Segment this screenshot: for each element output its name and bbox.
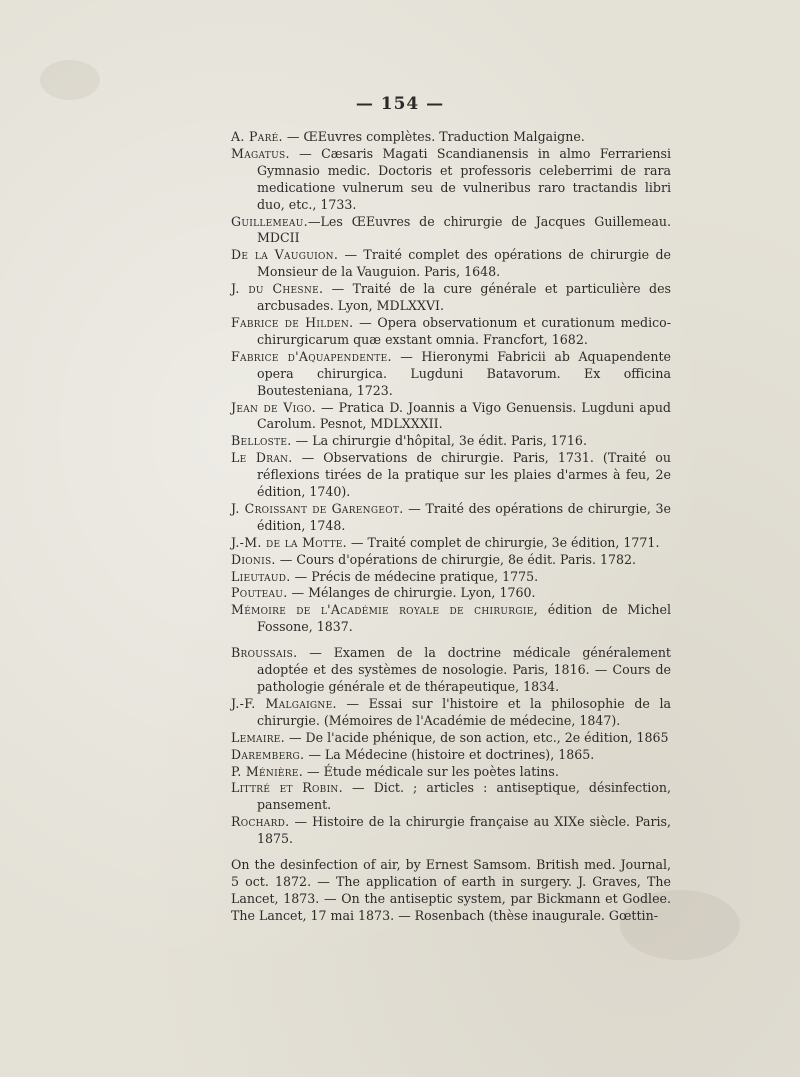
entry-text: — De l'acide phénique, de son action, etc., 2e édition, 1865 (284, 729, 669, 745)
entry-text: — La chirurgie d'hôpital, 3e édit. Paris, 1716. (291, 433, 587, 449)
bibliography-entry (231, 585, 671, 602)
bibliography-entry (231, 214, 671, 248)
entry-author: Lemaire. (231, 729, 285, 745)
entry-author: Guillemeau. (231, 213, 308, 229)
entry-text: — Observations de chirurgie. Paris, 1731. (Traité ou réflexions tirées de la pratique sur les plaies d'armes à feu, 2e édition, 1740). (257, 450, 671, 500)
entry-author: Fabrice de Hilden. (231, 314, 354, 330)
entry-author: Dionis. (231, 551, 276, 567)
entry-author: Daremberg. (231, 746, 305, 762)
bibliography-entry (231, 764, 671, 781)
entry-author: Lieutaud. (231, 568, 291, 584)
entry-text: — Examen de la doctrine médicale généralement adoptée et des systèmes de nosologie. Paris, 1816. — Cours de pathologie générale et de thérapeutique, 1834. (257, 645, 671, 694)
entry-text: — Histoire de la chirurgie française au XIXe siècle. Paris, 1875. (257, 814, 671, 847)
bibliography-entry (231, 730, 671, 747)
entry-author: J. du Chesne. (231, 281, 324, 297)
bibliography-entry (231, 535, 671, 552)
bibliography-entry (231, 569, 671, 586)
entry-author: Magatus. (231, 145, 290, 161)
entry-author: Le Dran. (231, 450, 293, 466)
entry-text: — Mélanges de chirurgie. Lyon, 1760. (287, 585, 536, 601)
bibliography-entry (231, 349, 671, 400)
entry-author: Jean de Vigo. (231, 399, 316, 415)
bibliography-entry (231, 450, 671, 501)
entry-text: — La Médecine (histoire et doctrines), 1865. (304, 746, 595, 762)
bibliography-entry (231, 433, 671, 450)
bibliography-entry (231, 129, 671, 146)
english-references-paragraph: On the desinfection of air, by Ernest Samsom. British med. Journal, 5 oct. 1872. — The application of earth in surgery. J. Graves, The Lancet, 1873. — On the antiseptic system, par Bickmann et Godlee. The Lancet, 17 mai 1873. — Rosenbach (thèse inaugurale. Gœttin- (231, 857, 671, 923)
entry-author: A. Paré. (231, 129, 283, 144)
entry-text: — Précis de médecine pratique, 1775. (290, 568, 539, 584)
entry-author: J.-M. de la Motte. (231, 534, 347, 550)
bibliography-entry (231, 247, 671, 281)
bibliography-entry (231, 315, 671, 349)
entry-author: Pouteau. (231, 585, 288, 601)
entry-author: Mémoire de l'Académie royale de chirurgie, (231, 602, 538, 618)
page-number: — 154 — (355, 94, 445, 114)
entry-author: J.-F. Malgaigne. (231, 695, 337, 711)
bibliography-entry (231, 747, 671, 764)
bibliography-entry (231, 814, 671, 848)
bibliography-entry (231, 501, 671, 535)
spacer (231, 848, 671, 857)
entry-text: — Dict. ; articles : antiseptique, désinfection, pansement. (257, 780, 671, 813)
entry-text: — Cours d'opérations de chirurgie, 8e édit. Paris. 1782. (275, 551, 637, 567)
entry-author: Fabrice d'Aquapendente. (231, 348, 392, 364)
bibliography-entry (231, 645, 671, 696)
entry-author: Broussais. (231, 645, 298, 661)
entry-author: J. Croissant de Garengeot. (231, 500, 404, 516)
bibliography-entry (231, 400, 671, 434)
bibliography-entry (231, 281, 671, 315)
bibliography-list (231, 129, 671, 925)
bibliography-entry (231, 602, 671, 636)
bibliography-entry (231, 146, 671, 214)
entry-text: — Traité complet de chirurgie, 3e édition, 1771. (346, 534, 660, 550)
entry-text: — Hieronymi Fabricii ab Aquapendente opera chirurgica. Lugduni Batavorum. Ex officina Boutesteniana, 1723. (257, 348, 671, 398)
entry-text: — ŒEuvres complètes. Traduction Malgaigne. (282, 129, 585, 144)
entry-text: — Opera observationum et curationum medico-chirurgicarum quæ exstant omnia. Francfort, 1682. (257, 314, 672, 347)
bibliography-entry (231, 552, 671, 569)
entry-author: Belloste. (231, 433, 292, 449)
entry-author: De la Vauguion. (231, 247, 339, 263)
entry-author: Rochard. (231, 814, 290, 830)
entry-text: — Traité des opérations de chirurgie, 3e édition, 1748. (257, 500, 671, 533)
entry-text: édition de Michel Fossone, 1837. (257, 602, 671, 635)
spacer (231, 636, 671, 645)
entry-text: — Cæsaris Magati Scandianensis in almo Ferrariensi Gymnasio medic. Doctoris et professoris celeberrimi de rara medicatione vulnerum seu de vulneribus raro tractandis libri duo, etc., 1733. (257, 145, 671, 212)
entry-author: P. Ménière. (231, 763, 304, 779)
entry-text: —Les ŒEuvres de chirurgie de Jacques Guillemeau. MDCII (257, 213, 671, 246)
entry-text: — Pratica D. Joannis a Vigo Genuensis. Lugduni apud Carolum. Pesnot, MDLXXXII. (257, 399, 671, 432)
entry-text: — Étude médicale sur les poètes latins. (303, 763, 559, 779)
entry-text: — Traité complet des opérations de chirurgie de Monsieur de la Vauguion. Paris, 1648. (257, 247, 671, 280)
entry-author: Littré et Robin. (231, 780, 343, 796)
entry-text: — Essai sur l'histoire et la philosophie de la chirurgie. (Mémoires de l'Académie de médecine, 1847). (257, 695, 671, 728)
bibliography-entry (231, 780, 671, 814)
entry-text: — Traité de la cure générale et particulière des arcbusades. Lyon, MDLXXVI. (257, 281, 672, 314)
bibliography-entry (231, 696, 671, 730)
